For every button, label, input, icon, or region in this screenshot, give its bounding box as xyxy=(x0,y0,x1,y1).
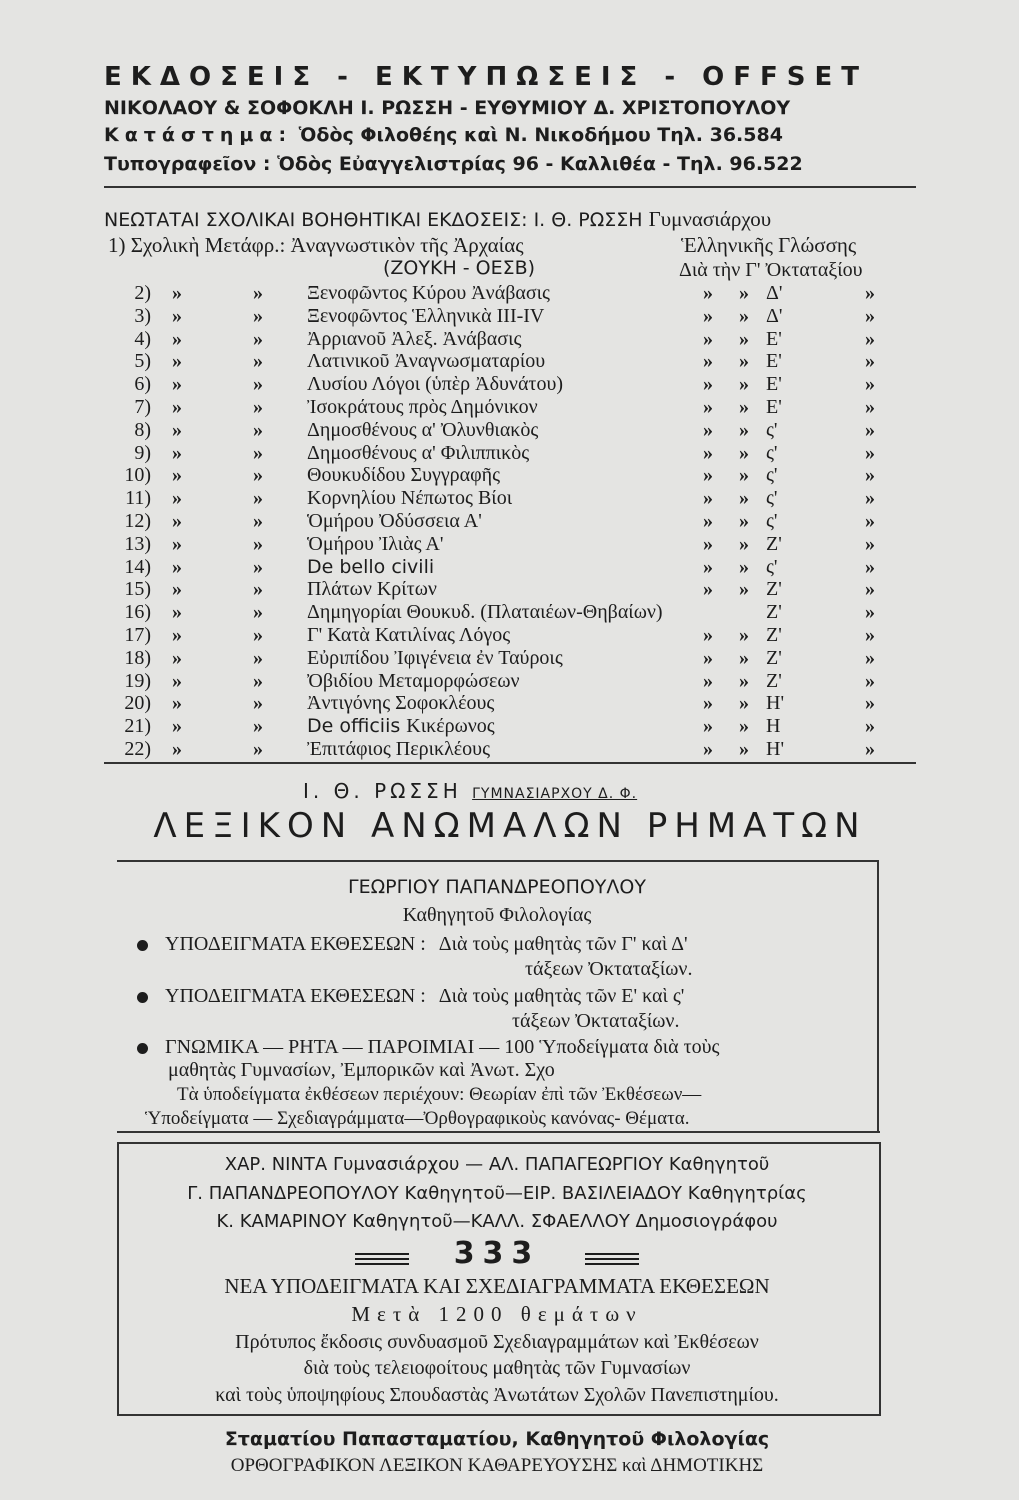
book-title: Λυσίου Λόγοι (ὑπὲρ Ἀδυνάτου) xyxy=(307,373,564,396)
book-number: 20) xyxy=(124,692,151,715)
store-label: Κατάστημα: xyxy=(104,124,293,146)
essays-333-desc-1: Πρότυπος ἔκδοσις συνδυασμοῦ Σχεδιαγραμμάτων καὶ Ἐκθέσεων xyxy=(235,1331,759,1353)
ditto-mark: » xyxy=(253,396,263,418)
book-number: 22) xyxy=(124,738,151,760)
ditto-mark: » xyxy=(172,624,182,646)
book-list-item xyxy=(0,624,1019,646)
ditto-mark: » xyxy=(703,350,713,373)
book-number: 15) xyxy=(124,578,151,601)
ditto-mark: » xyxy=(739,304,749,327)
essay-bullet-1 xyxy=(137,933,688,956)
essay-author-role: Καθηγητοῦ Φιλολογίας xyxy=(402,904,592,926)
ditto-mark: » xyxy=(253,738,263,760)
ditto-mark: » xyxy=(253,441,263,464)
ditto-mark: » xyxy=(703,510,713,532)
book-list-item xyxy=(0,738,1019,760)
essay-bullet-3 xyxy=(137,1036,719,1059)
authors-line-2: Γ. ΠΑΠΑΝΔΡΕΟΠΟΥΛΟΥ Καθηγητοῦ—ΕΙΡ. ΒΑΣΙΛΕΙΑΔΟΥ Καθηγητρίας xyxy=(187,1183,807,1204)
essay-bullet-2 xyxy=(137,985,684,1008)
book-grade: ς' xyxy=(766,464,778,487)
ditto-mark: » xyxy=(703,532,713,555)
book-title: De bello civili xyxy=(307,555,435,578)
essay-box-side xyxy=(877,860,879,1133)
book-title xyxy=(307,715,495,738)
ditto-mark: » xyxy=(739,373,749,396)
ditto-mark: » xyxy=(865,738,875,760)
book-grade: Ζ' xyxy=(766,669,782,692)
ditto-mark: » xyxy=(172,578,182,601)
book-list-item xyxy=(0,670,1019,692)
ditto-mark: » xyxy=(172,555,182,578)
book-title-latin: De officiis xyxy=(307,715,407,738)
right-ornament xyxy=(585,1250,639,1268)
essay-note-2: Ὑποδείγματα — Σχεδιαγράμματα—Ὀρθογραφικοὺς κανόνας- Θέματα. xyxy=(145,1108,690,1129)
dictionary-author-role: ΓΥΜΝΑΣΙΑΡΧΟΥ Δ. Φ. xyxy=(472,786,638,802)
ditto-mark: » xyxy=(172,327,182,350)
book-list-item xyxy=(0,647,1019,669)
book-grade: ς' xyxy=(766,441,778,464)
book-grade: Ζ' xyxy=(766,532,782,555)
school-section-title-role: Γυμνασιάρχου xyxy=(648,207,772,231)
bullet-2-title: ΥΠΟΔΕΙΓΜΑΤΑ ΕΚΘΕΣΕΩΝ : xyxy=(165,985,426,1007)
bullet-icon xyxy=(137,992,148,1003)
ditto-mark: » xyxy=(703,487,713,510)
book-title: Κορνηλίου Νέπωτος Βίοι xyxy=(307,487,513,510)
book-number: 14) xyxy=(124,555,151,578)
book-grade: Ζ' xyxy=(766,578,782,601)
list-divider xyxy=(104,762,916,764)
book-list-item xyxy=(0,601,1019,623)
ditto-mark: » xyxy=(703,373,713,396)
ditto-mark: » xyxy=(703,327,713,350)
ditto-mark: » xyxy=(172,304,182,327)
ditto-mark: » xyxy=(172,418,182,441)
print-address-text: Ὁδὸς Εὐαγγελιστρίας 96 - Καλλιθέα - Τηλ. 96.522 xyxy=(277,153,803,175)
first-item-sub: (ΖΟΥΚΗ - ΟΕΣΒ) xyxy=(383,257,536,279)
bullet-2-text2: τάξεων Ὀκταταξίων. xyxy=(512,1010,680,1032)
ditto-mark: » xyxy=(253,304,263,327)
book-list-item xyxy=(0,533,1019,555)
bullet-icon xyxy=(137,940,148,951)
print-label: Τυπογραφεῖον : xyxy=(104,153,271,175)
authors-line-1: ΧΑΡ. ΝΙΝΤΑ Γυμνασιάρχου — ΑΛ. ΠΑΠΑΓΕΩΡΓΙΟΥ Καθηγητοῦ xyxy=(224,1154,770,1175)
ditto-mark: » xyxy=(703,578,713,601)
ditto-mark: » xyxy=(253,464,263,487)
ditto-mark: » xyxy=(703,304,713,327)
number-333 xyxy=(117,1236,877,1271)
book-title: Εὐριπίδου Ἰφιγένεια ἐν Ταύροις xyxy=(307,646,563,669)
book-number: 12) xyxy=(124,510,151,532)
book-title: Γ' Κατὰ Κατιλίνας Λόγος xyxy=(307,624,511,646)
book-title: Ξενοφῶντος Κύρου Ἀνάβασις xyxy=(307,282,550,304)
ditto-mark: » xyxy=(253,646,263,669)
book-list-item xyxy=(0,464,1019,486)
book-number: 13) xyxy=(124,532,151,555)
ditto-mark: » xyxy=(253,373,263,396)
ditto-mark: » xyxy=(703,715,713,738)
book-title: Δημοσθένους α' Ὀλυνθιακὸς xyxy=(307,418,539,441)
dictionary-author xyxy=(303,779,637,803)
footer-author: Σταματίου Παπασταματίου, Καθηγητοῦ Φιλολογίας xyxy=(224,1428,770,1450)
book-title: Δημοσθένους α' Φιλιππικὸς xyxy=(307,441,530,464)
book-list-item xyxy=(0,510,1019,532)
ditto-mark: » xyxy=(739,464,749,487)
book-title: Λατινικοῦ Ἀναγνωσματαρίου xyxy=(307,350,546,373)
ditto-mark: » xyxy=(865,327,875,350)
ditto-mark: » xyxy=(865,532,875,555)
book-title: Ξενοφῶντος Ἑλληνικὰ ΙΙΙ-ΙV xyxy=(307,304,545,327)
book-list-item xyxy=(0,373,1019,395)
ditto-mark: » xyxy=(865,624,875,646)
ditto-mark: » xyxy=(739,350,749,373)
book-number: 11) xyxy=(125,487,151,510)
ditto-mark: » xyxy=(253,282,263,304)
first-item-grade: Διὰ τὴν Γ' Ὀκταταξίου xyxy=(679,259,863,281)
book-list-item xyxy=(0,692,1019,714)
bullet-2-text: Διὰ τοὺς μαθητὰς τῶν Ε' καὶ ς' xyxy=(438,985,685,1007)
ditto-mark: » xyxy=(253,327,263,350)
book-list-item xyxy=(0,556,1019,578)
book-list-item xyxy=(0,328,1019,350)
ditto-mark: » xyxy=(703,646,713,669)
ditto-mark: » xyxy=(865,396,875,418)
ditto-mark: » xyxy=(865,441,875,464)
book-title: Θουκυδίδου Συγγραφῆς xyxy=(307,464,501,487)
ditto-mark: » xyxy=(172,510,182,532)
book-grade: Ζ' xyxy=(766,601,782,624)
ditto-mark: » xyxy=(739,624,749,646)
ditto-mark: » xyxy=(253,510,263,532)
ditto-mark: » xyxy=(253,418,263,441)
school-section-title-text: ΝΕΩΤΑΤΑΙ ΣΧΟΛΙΚΑΙ ΒΟΗΘΗΤΙΚΑΙ ΕΚΔΟΣΕΙΣ: Ι. Θ. ΡΩΣΣΗ xyxy=(104,209,643,231)
book-grade: Ζ' xyxy=(766,624,782,646)
ditto-mark: » xyxy=(172,692,182,715)
ditto-mark: » xyxy=(865,692,875,715)
book-number: 2) xyxy=(134,282,151,304)
ditto-mark: » xyxy=(739,487,749,510)
ditto-mark: » xyxy=(703,738,713,760)
header-title: ΕΚΔΟΣΕΙΣ - ΕΚΤΥΠΩΣΕΙΣ - OFFSET xyxy=(104,62,869,92)
essay-author: ΓΕΩΡΓΙΟΥ ΠΑΠΑΝΔΡΕΟΠΟΥΛΟΥ xyxy=(348,876,646,898)
ditto-mark: » xyxy=(253,350,263,373)
book-grade: Ζ' xyxy=(766,646,782,669)
book-grade: ς' xyxy=(766,418,778,441)
book-list-item xyxy=(0,578,1019,600)
bullet-1-title: ΥΠΟΔΕΙΓΜΑΤΑ ΕΚΘΕΣΕΩΝ : xyxy=(165,933,426,955)
ditto-mark: » xyxy=(253,487,263,510)
ditto-mark: » xyxy=(739,282,749,304)
ditto-mark: » xyxy=(739,578,749,601)
bullet-1-text2: τάξεων Ὀκταταξίων. xyxy=(525,958,693,980)
book-list-item xyxy=(0,350,1019,372)
ditto-mark: » xyxy=(739,532,749,555)
essay-note-1: Τὰ ὑποδείγματα ἐκθέσεων περιέχουν: Θεωρίαν ἐπὶ τῶν Ἐκθέσεων— xyxy=(177,1084,702,1105)
ditto-mark: » xyxy=(865,487,875,510)
book-title: Ἀρριανοῦ Ἀλεξ. Ἀνάβασις xyxy=(307,327,522,350)
ditto-mark: » xyxy=(739,738,749,760)
book-number: 8) xyxy=(134,418,151,441)
book-grade: Δ' xyxy=(766,282,783,304)
ditto-mark: » xyxy=(172,646,182,669)
ditto-mark: » xyxy=(172,282,182,304)
ditto-mark: » xyxy=(703,441,713,464)
essays-333-subtitle: Μετὰ 1200 θεμάτων xyxy=(351,1302,643,1326)
ditto-mark: » xyxy=(865,510,875,532)
book-list-item xyxy=(0,419,1019,441)
ditto-mark: » xyxy=(739,418,749,441)
book-list-item xyxy=(0,487,1019,509)
ditto-mark: » xyxy=(172,373,182,396)
ditto-mark: » xyxy=(172,396,182,418)
book-grade: Ε' xyxy=(766,396,782,418)
book-title: Ὀβιδίου Μεταμορφώσεων xyxy=(307,669,520,692)
authors-line-3: Κ. ΚΑΜΑΡΙΝΟΥ Καθηγητοῦ—ΚΑΛΛ. ΣΦΑΕΛΛΟΥ Δημοσιογράφου xyxy=(216,1211,778,1232)
first-item xyxy=(108,233,524,258)
first-item-num: 1) xyxy=(108,233,126,257)
ditto-mark: » xyxy=(172,601,182,624)
book-title: Ἰσοκράτους πρὸς Δημόνικον xyxy=(307,396,538,418)
book-title: Ἐπιτάφιος Περικλέους xyxy=(307,738,490,760)
book-number: 6) xyxy=(134,373,151,396)
book-title: Δημηγορίαι Θουκυδ. (Πλαταιέων-Θηβαίων) xyxy=(307,601,663,624)
book-number: 10) xyxy=(124,464,151,487)
ditto-mark: » xyxy=(865,464,875,487)
ditto-mark: » xyxy=(703,555,713,578)
ditto-mark: » xyxy=(253,624,263,646)
ditto-mark: » xyxy=(865,555,875,578)
book-grade: Ε' xyxy=(766,373,782,396)
book-title: Ὁμήρου Ὀδύσσεια Α' xyxy=(307,510,482,532)
bullet-icon xyxy=(137,1043,148,1054)
ditto-mark: » xyxy=(172,738,182,760)
ditto-mark: » xyxy=(865,373,875,396)
ditto-mark: » xyxy=(739,669,749,692)
store-address-text: Ὁδὸς Φιλοθέης καὶ Ν. Νικοδήμου Τηλ. 36.584 xyxy=(298,124,783,146)
ditto-mark: » xyxy=(172,487,182,510)
book-grade: ς' xyxy=(766,487,778,510)
store-address xyxy=(104,124,783,146)
book-number: 3) xyxy=(134,304,151,327)
ditto-mark: » xyxy=(865,578,875,601)
ditto-mark: » xyxy=(703,669,713,692)
ditto-mark: » xyxy=(172,350,182,373)
book-number: 7) xyxy=(134,396,151,418)
book-list-item xyxy=(0,396,1019,418)
ditto-mark: » xyxy=(253,601,263,624)
ditto-mark: » xyxy=(253,532,263,555)
book-number: 19) xyxy=(124,669,151,692)
ditto-mark: » xyxy=(739,510,749,532)
ditto-mark: » xyxy=(739,555,749,578)
book-grade: Ε' xyxy=(766,350,782,373)
book-title-greek: Κικέρωνος xyxy=(406,715,495,738)
ditto-mark: » xyxy=(865,418,875,441)
footer-title: ΟΡΘΟΓΡΑΦΙΚΟΝ ΛΕΞΙΚΟΝ ΚΑΘΑΡΕΥΟΥΣΗΣ καὶ ΔΗΜΟΤΙΚΗΣ xyxy=(230,1455,764,1476)
book-grade: Η' xyxy=(766,738,785,760)
first-item-title: Σχολικὴ Μετάφρ.: Ἀναγνωστικὸν τῆς Ἀρχαίας xyxy=(130,233,524,257)
bullet-3-title: ΓΝΩΜΙΚΑ — ΡΗΤΑ — ΠΑΡΟΙΜΙΑΙ — 100 Ὑποδείγματα διὰ τοὺς xyxy=(165,1036,720,1058)
book-grade: Ε' xyxy=(766,327,782,350)
ditto-mark: » xyxy=(253,715,263,738)
book-list-item xyxy=(0,442,1019,464)
essays-333-desc-3: καὶ τοὺς ὑποψηφίους Σπουδαστὰς Ἀνωτάτων Σχολῶν Πανεπιστημίου. xyxy=(215,1384,779,1406)
ditto-mark: » xyxy=(703,692,713,715)
school-section-title xyxy=(104,207,771,232)
ditto-mark: » xyxy=(253,669,263,692)
ditto-mark: » xyxy=(703,624,713,646)
first-item-right: Ἑλληνικῆς Γλώσσης xyxy=(681,233,857,257)
book-title: Ἀντιγόνης Σοφοκλέους xyxy=(307,692,495,715)
ditto-mark: » xyxy=(739,396,749,418)
book-number: 5) xyxy=(134,350,151,373)
bullet-3-text2: μαθητὰς Γυμνασίων, Ἐμπορικῶν καὶ Ἀνωτ. Σχο xyxy=(168,1059,555,1081)
left-ornament xyxy=(355,1250,409,1268)
ditto-mark: » xyxy=(739,327,749,350)
header-publishers: ΝΙΚΟΛΑΟΥ & ΣΟΦΟΚΛΗ Ι. ΡΩΣΣΗ - ΕΥΘΥΜΙΟΥ Δ. ΧΡΙΣΤΟΠΟΥΛΟΥ xyxy=(104,97,791,119)
dictionary-author-name: Ι. Θ. ΡΩΣΣΗ xyxy=(303,779,462,803)
ditto-mark: » xyxy=(865,669,875,692)
ditto-mark: » xyxy=(703,282,713,304)
ditto-mark: » xyxy=(865,282,875,304)
ditto-mark: » xyxy=(703,418,713,441)
essays-333-desc-2: διὰ τοὺς τελειοφοίτους μαθητὰς τῶν Γυμνασίων xyxy=(303,1357,691,1379)
ditto-mark: » xyxy=(253,555,263,578)
book-list-item xyxy=(0,305,1019,327)
ditto-mark: » xyxy=(865,601,875,624)
ditto-mark: » xyxy=(865,350,875,373)
essays-333-title: ΝΕΑ ΥΠΟΔΕΙΓΜΑΤΑ ΚΑΙ ΣΧΕΔΙΑΓΡΑΜΜΑΤΑ ΕΚΘΕΣΕΩΝ xyxy=(224,1274,770,1298)
ditto-mark: » xyxy=(703,464,713,487)
book-number: 16) xyxy=(124,601,151,624)
book-number: 4) xyxy=(134,327,151,350)
book-grade: Η xyxy=(766,715,781,738)
ditto-mark: » xyxy=(865,646,875,669)
book-number: 18) xyxy=(124,646,151,669)
book-list-item xyxy=(0,282,1019,304)
ditto-mark: » xyxy=(739,692,749,715)
book-grade: ς' xyxy=(766,510,778,532)
book-grade: Η' xyxy=(766,692,785,715)
ditto-mark: » xyxy=(172,441,182,464)
book-title: Πλάτων Κρίτων xyxy=(307,578,437,601)
header-divider xyxy=(104,186,916,188)
ditto-mark: » xyxy=(253,692,263,715)
ditto-mark: » xyxy=(739,646,749,669)
book-title: Ὁμήρου Ἰλιὰς Α' xyxy=(307,532,444,555)
ditto-mark: » xyxy=(253,578,263,601)
number-333-text: 333 xyxy=(453,1236,541,1271)
book-grade: ς' xyxy=(766,555,778,578)
dictionary-title: ΛΕΞΙΚΟΝ ΑΝΩΜΑΛΩΝ ΡΗΜΑΤΩΝ xyxy=(153,806,867,846)
book-list-item xyxy=(0,715,1019,737)
ditto-mark: » xyxy=(703,396,713,418)
ditto-mark: » xyxy=(172,464,182,487)
ditto-mark: » xyxy=(172,715,182,738)
ditto-mark: » xyxy=(739,441,749,464)
essay-box-bottom xyxy=(117,1131,880,1133)
book-number: 21) xyxy=(124,715,151,738)
ditto-mark: » xyxy=(739,715,749,738)
ditto-mark: » xyxy=(172,669,182,692)
book-number: 9) xyxy=(134,441,151,464)
bullet-1-text: Διὰ τοὺς μαθητὰς τῶν Γ' καὶ Δ' xyxy=(438,933,688,955)
ditto-mark: » xyxy=(172,532,182,555)
book-number: 17) xyxy=(124,624,151,646)
ditto-mark: » xyxy=(865,715,875,738)
print-address xyxy=(104,153,803,175)
ditto-mark: » xyxy=(865,304,875,327)
book-grade: Δ' xyxy=(766,304,783,327)
